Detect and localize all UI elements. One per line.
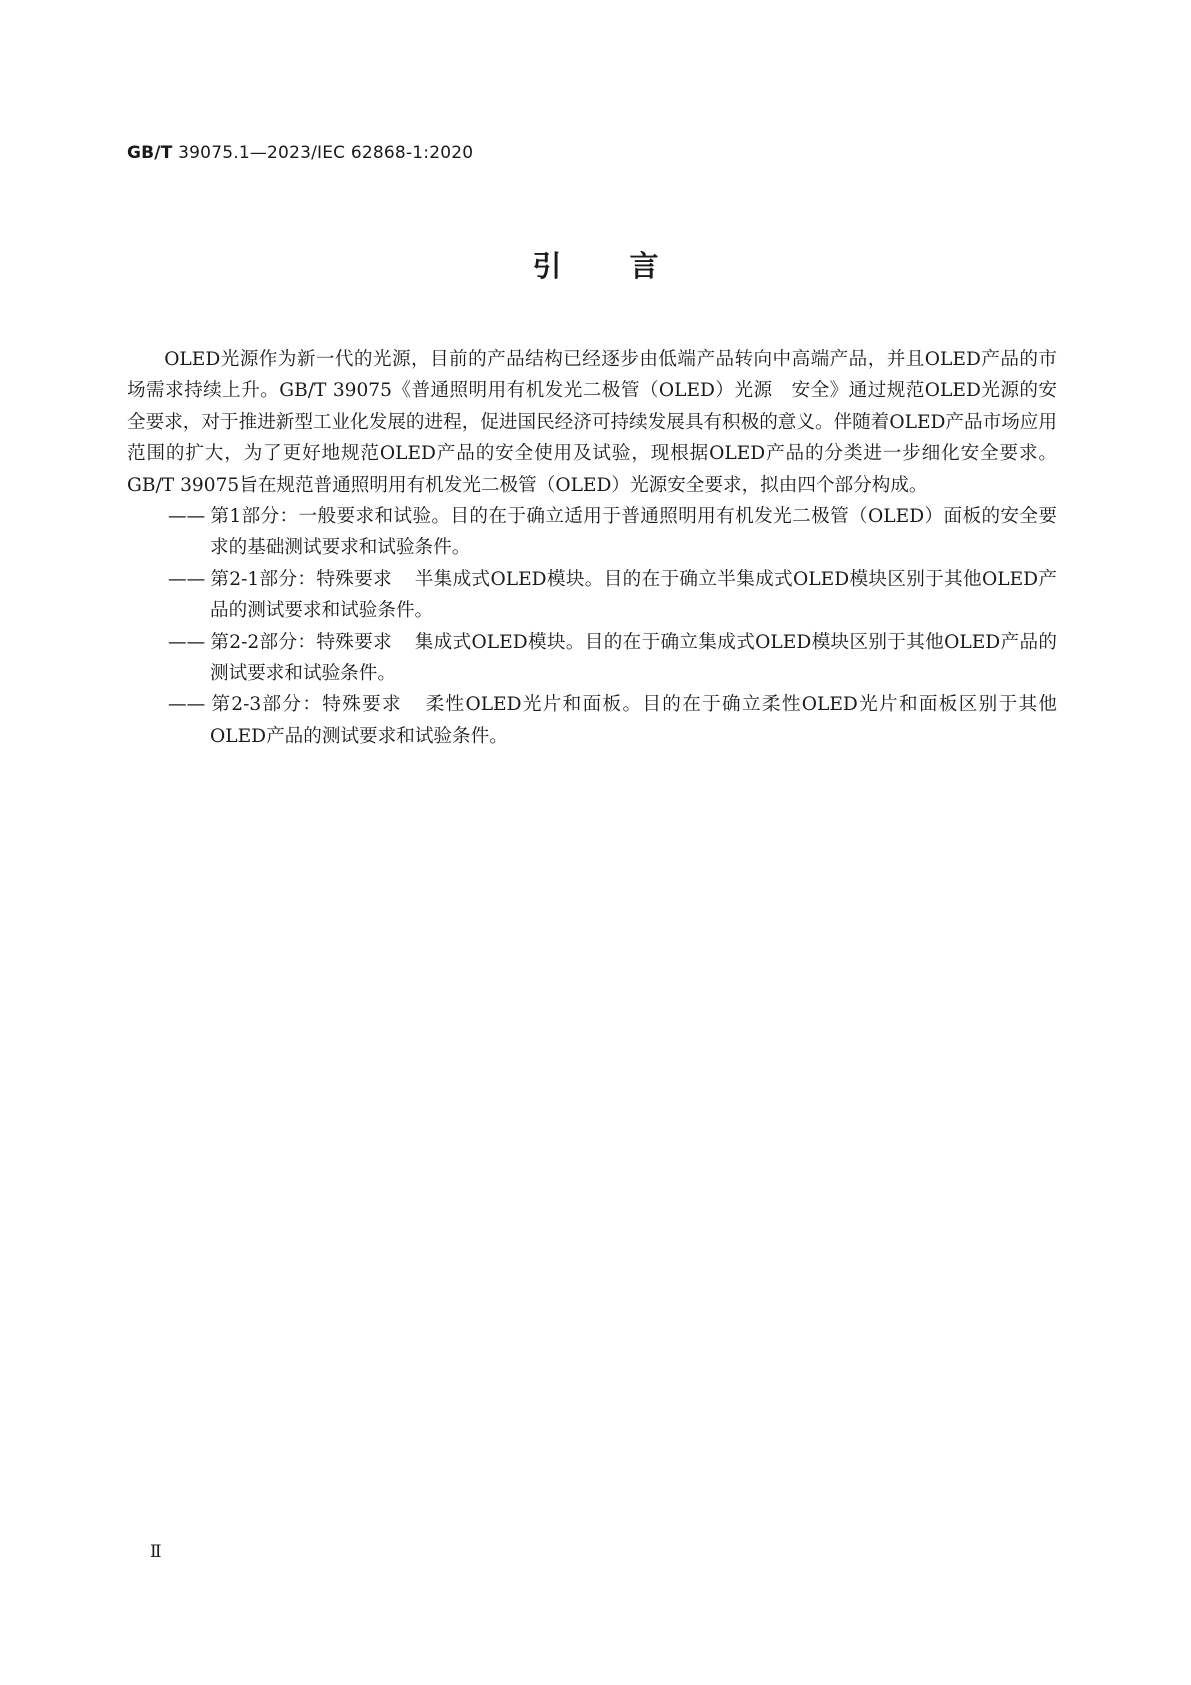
list-dash: —— <box>168 506 206 528</box>
list-item <box>127 689 1057 752</box>
part-text: 目的在于确立柔性OLED光片和面板区别于其他OLED产品的测试要求和试验条件。 <box>210 694 1058 747</box>
page-header <box>127 143 473 163</box>
page-number: Ⅱ <box>150 1542 162 1562</box>
list-item <box>127 564 1057 627</box>
list-dash: —— <box>168 631 206 653</box>
intro-paragraph: OLED光源作为新一代的光源，目前的产品结构已经逐步由低端产品转向中高端产品，并且OLED产品的市场需求持续上升。GB/T 39075《普通照明用有机发光二极管（OLED）光源 安全》通过规范OLED光源的安全要求，对于推进新型工业化发展的进程，促进国民经济可持续发展具有积极的意义。伴随着OLED产品市场应用范围的扩大，为了更好地规范OLED产品的安全使用及试验，现根据OLED产品的分类进一步细化安全要求。GB/T 39075旨在规范普通照明用有机发光二极管（OLED）光源安全要求，拟由四个部分构成。 <box>127 349 1057 496</box>
part-subtitle: 集成式OLED模块。 <box>414 631 585 653</box>
standard-number: 39075.1—2023/IEC 62868-1:2020 <box>178 143 474 163</box>
standard-prefix: GB/T <box>127 143 173 163</box>
list-dash: —— <box>168 568 206 590</box>
part-lead: 第2-3部分：特殊要求 <box>210 694 402 716</box>
part-subtitle: 柔性OLED光片和面板。 <box>424 694 643 716</box>
part-lead: 第1部分：一般要求和试验。 <box>210 506 451 528</box>
parts-list <box>127 501 1057 752</box>
list-item <box>127 501 1057 564</box>
page-title: 引言 <box>532 249 727 283</box>
part-text: 目的在于确立集成式OLED模块区别于其他OLED产品的测试要求和试验条件。 <box>210 631 1057 685</box>
part-text: 目的在于确立半集成式OLED模块区别于其他OLED产品的测试要求和试验条件。 <box>210 568 1057 622</box>
part-lead: 第2-2部分：特殊要求 <box>210 631 393 653</box>
part-subtitle: 半集成式OLED模块。 <box>414 568 604 590</box>
list-item <box>127 627 1057 690</box>
part-lead: 第2-1部分：特殊要求 <box>210 568 393 590</box>
list-dash: —— <box>168 694 206 716</box>
document-body <box>127 344 1057 752</box>
part-text: 目的在于确立适用于普通照明用有机发光二极管（OLED）面板的安全要求的基础测试要求和试验条件。 <box>210 506 1057 559</box>
